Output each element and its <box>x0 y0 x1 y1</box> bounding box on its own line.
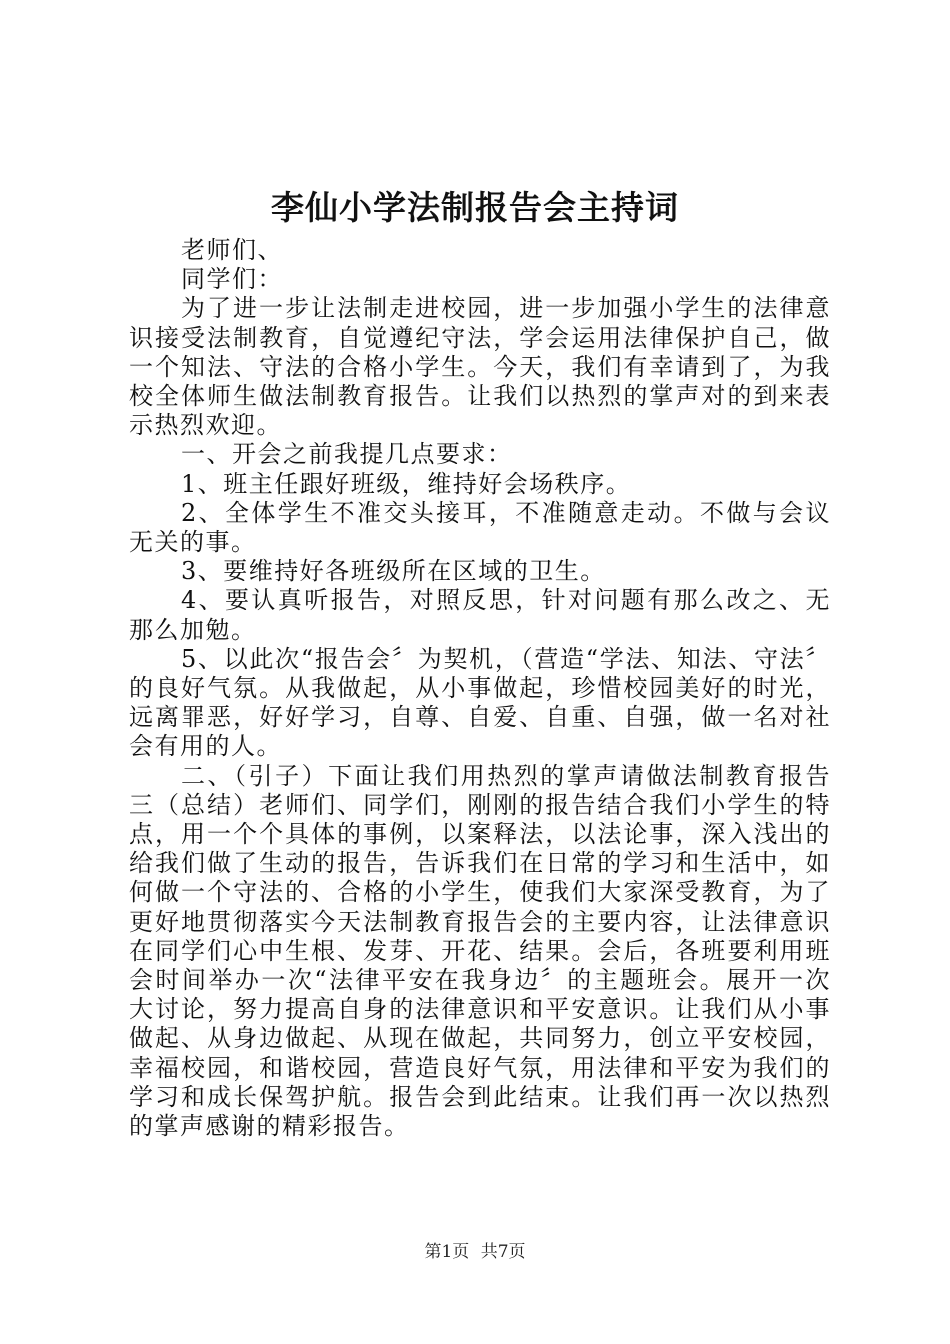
paragraph-requirement-4: 4、要认真听报告，对照反思，针对问题有那么改之、无那么加勉。 <box>129 586 831 644</box>
page-footer <box>0 1240 950 1264</box>
paragraph-intro: 为了进一步让法制走进校园，进一步加强小学生的法律意识接受法制教育，自觉遵纪守法，学会运用法律保护自己，做一个知法、守法的合格小学生。今天，我们有幸请到了，为我校全体师生做法制教育报告。让我们以热烈的掌声对的到来表示热烈欢迎。 <box>129 294 831 440</box>
salutation-students: 同学们： <box>181 265 283 294</box>
document-body <box>129 236 831 1141</box>
paragraph-requirement-5: 5、以此次“报告会〞为契机，（营造“学法、知法、守法〞的良好气氛。从我做起，从小事做起，珍惜校园美好的时光，远离罪恶，好好学习，自尊、自爱、自重、自强，做一名对社会有用的人。 <box>129 644 831 761</box>
document-title: 李仙小学法制报告会主持词 <box>271 188 679 227</box>
paragraph-requirement-1: 1、班主任跟好班级，维持好会场秩序。 <box>181 469 632 498</box>
paragraph-closing: 二、（引子）下面让我们用热烈的掌声请做法制教育报告三（总结）老师们、同学们，刚刚的报告结合我们小学生的特点，用一个个具体的事例，以案释法，以法论事，深入浅出的给我们做了生动的报告，告诉我们在日常的学习和生活中，如何做一个守法的、合格的小学生，使我们大家深受教育，为了更好地贯彻落实今天法制教育报告会的主要内容，让法律意识在同学们心中生根、发芽、开花、结果。会后，各班要利用班会时间举办一次“法律平安在我身边〞的主题班会。展开一次大讨论，努力提高自身的法律意识和平安意识。让我们从小事做起、从身边做起、从现在做起，共同努力，创立平安校园，幸福校园，和谐校园，营造良好气氛，用法律和平安为我们的学习和成长保驾护航。报告会到此结束。让我们再一次以热烈的掌声感谢的精彩报告。 <box>129 761 831 1141</box>
paragraph-requirement-3: 3、要维持好各班级所在区域的卫生。 <box>181 557 606 586</box>
page-number-total: 共7页 <box>480 1242 526 1262</box>
page-number-current: 第1页 <box>424 1242 470 1262</box>
paragraph-requirement-2: 2、全体学生不准交头接耳，不准随意走动。不做与会议无关的事。 <box>129 498 831 557</box>
salutation-teachers: 老师们、 <box>181 236 283 264</box>
paragraph-requirements-heading: 一、开会之前我提几点要求： <box>181 440 513 469</box>
